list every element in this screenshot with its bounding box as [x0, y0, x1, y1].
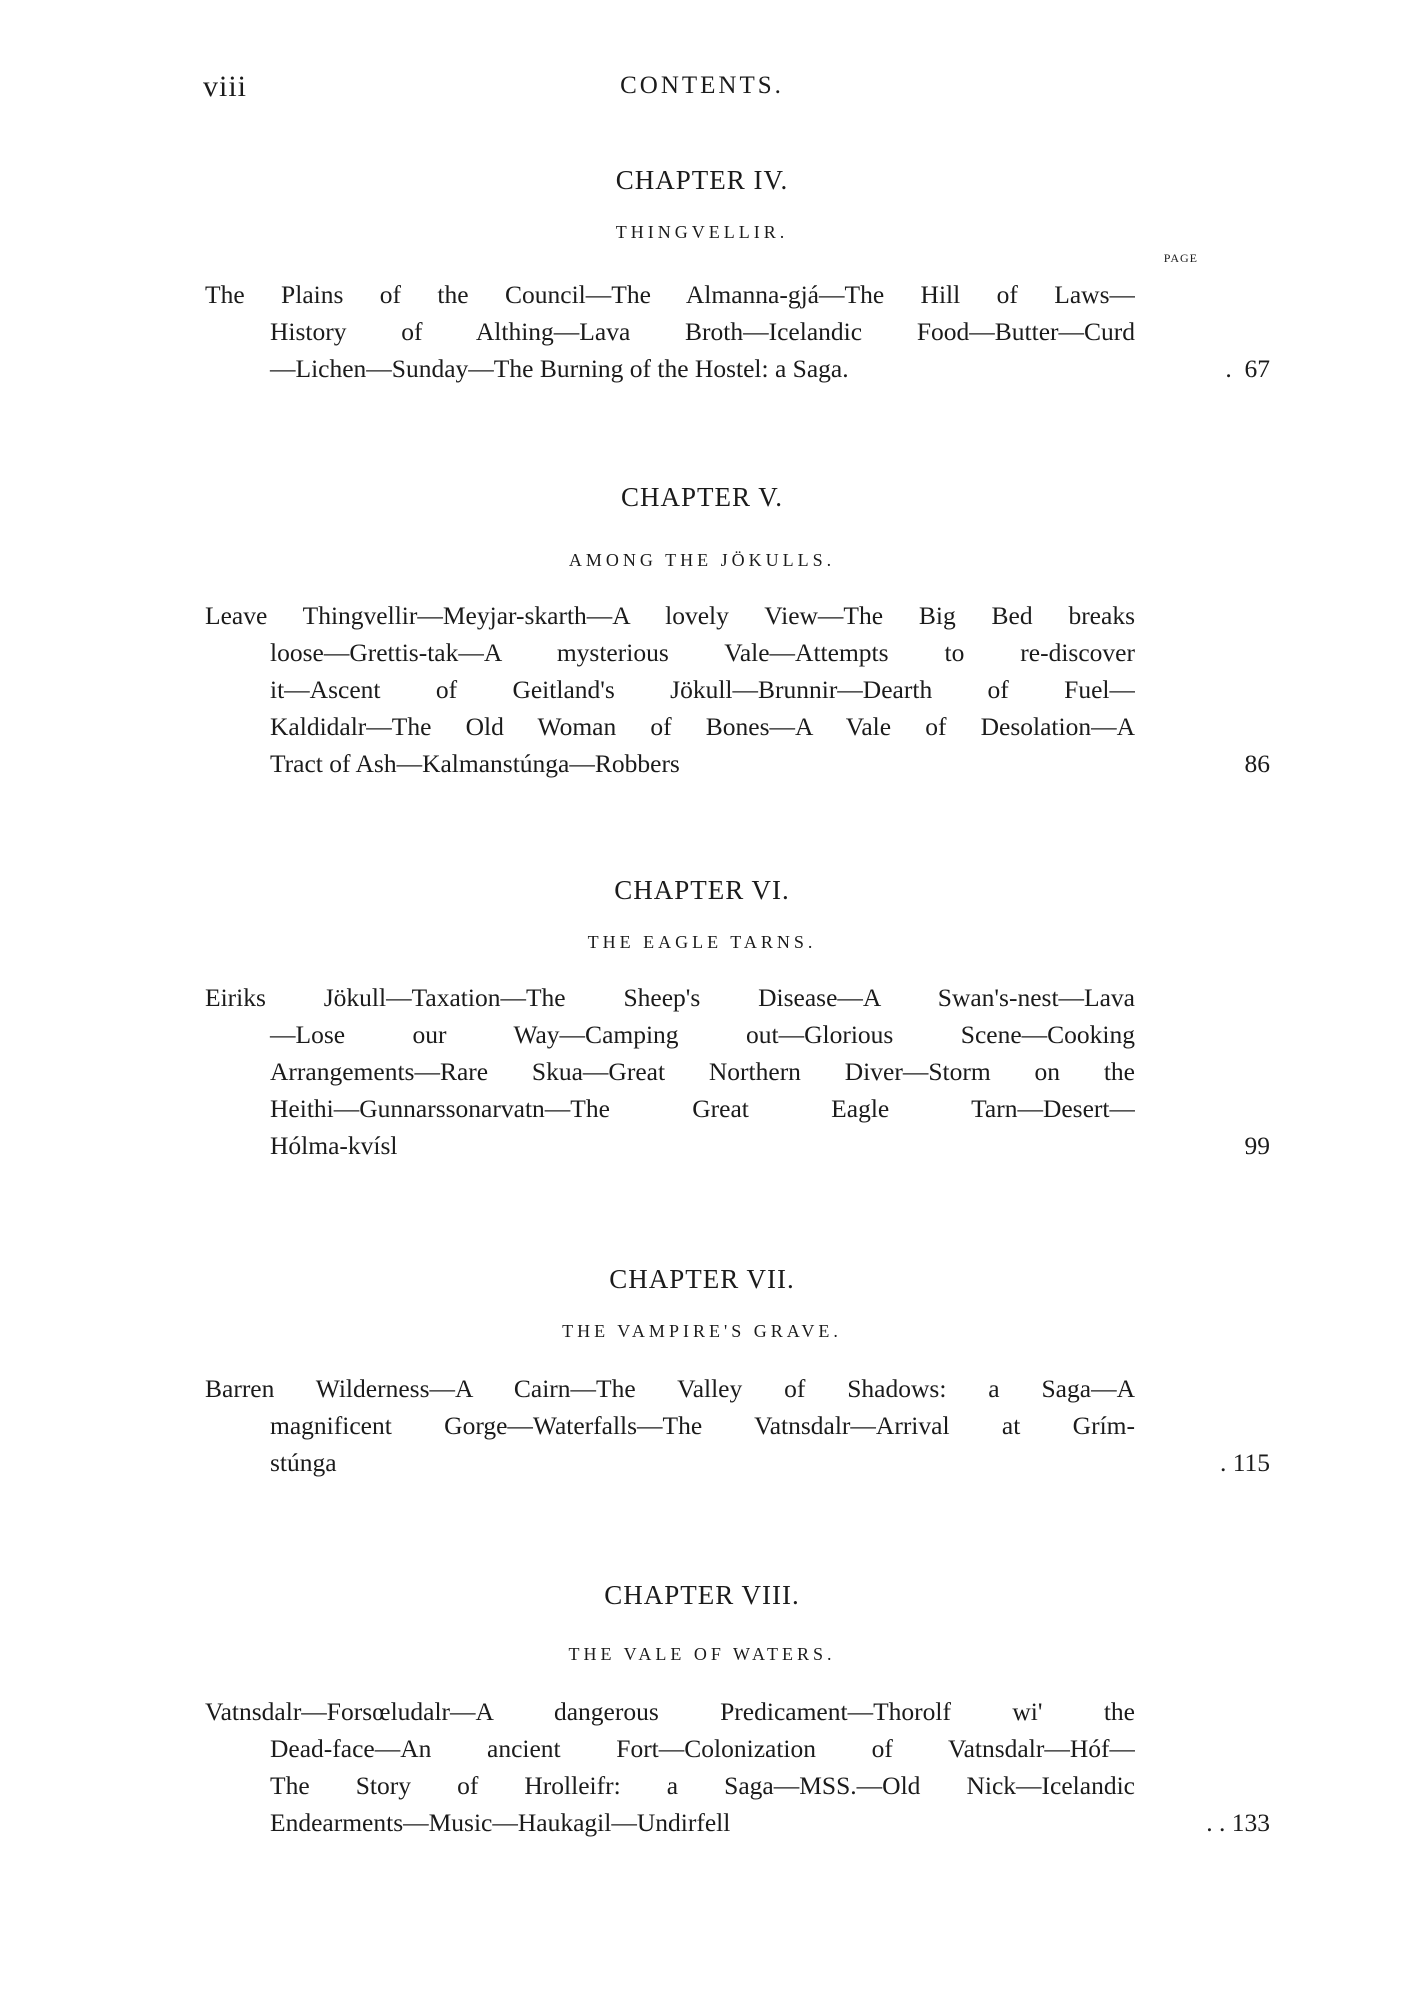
synopsis-line: The Story of Hrolleifr: a Saga—MSS.—Old Nick—Icelandic	[270, 1771, 1135, 1800]
page-ref	[1200, 1444, 1270, 1481]
chapter-title: THE VALE OF WATERS.	[568, 1644, 836, 1664]
synopsis-text: —Lichen—Sunday—The Burning of the Hostel: a Saga.	[270, 354, 849, 383]
chapter-synopsis	[205, 1693, 1270, 1841]
chapter-title: THE EAGLE TARNS.	[587, 932, 817, 952]
chapter-synopsis	[205, 979, 1270, 1164]
synopsis-line: Dead-face—An ancient Fort—Colonization of Vatnsdalr—Hóf—	[270, 1734, 1135, 1763]
dot-leader: .	[1219, 1448, 1227, 1477]
synopsis-line: History of Althing—Lava Broth—Icelandic Food—Butter—Curd	[270, 317, 1135, 346]
page-ref	[1225, 745, 1271, 782]
synopsis-line: Vatnsdalr—Forsœludalr—A dangerous Predicament—Thorolf wi' the	[205, 1697, 1135, 1726]
dot-leader: .	[1225, 354, 1232, 383]
synopsis-line-last	[205, 1804, 1270, 1841]
running-head: CONTENTS.	[620, 72, 784, 99]
synopsis-text: Hólma-kvísl	[270, 1131, 398, 1160]
synopsis-line: Eiriks Jökull—Taxation—The Sheep's Disease—A Swan's-nest—Lava	[205, 983, 1135, 1012]
synopsis-line: The Plains of the Council—The Almanna-gjá—The Hill of Laws—	[205, 280, 1135, 309]
page-ref	[1205, 350, 1270, 387]
chapter-title: THE VAMPIRE'S GRAVE.	[562, 1321, 842, 1341]
page-ref-number: 99	[1244, 1131, 1270, 1160]
synopsis-line: Kaldidalr—The Old Woman of Bones—A Vale of Desolation—A	[270, 712, 1135, 741]
synopsis-line: loose—Grettis-tak—A mysterious Vale—Attempts to re-discover	[270, 638, 1135, 667]
page-ref-number: 67	[1244, 354, 1270, 383]
chapter-heading: CHAPTER VIII.	[604, 1580, 800, 1610]
chapter-heading: CHAPTER VI.	[614, 875, 790, 905]
chapter-heading: CHAPTER V.	[620, 482, 784, 512]
page-ref-number: 133	[1231, 1808, 1270, 1837]
page-ref	[1186, 1804, 1270, 1841]
synopsis-line-last	[205, 745, 1270, 782]
chapter-title: THINGVELLIR.	[615, 222, 789, 242]
page-ref-number: 86	[1244, 749, 1270, 778]
page-ref-number: 115	[1232, 1448, 1270, 1477]
synopsis-text: Endearments—Music—Haukagil—Undirfell	[270, 1808, 731, 1837]
dot-leader: . .	[1206, 1808, 1226, 1837]
chapter-synopsis	[205, 597, 1270, 782]
synopsis-line: —Lose our Way—Camping out—Glorious Scene—Cooking	[270, 1020, 1135, 1049]
chapter-synopsis	[205, 276, 1270, 387]
chapter-synopsis	[205, 1370, 1270, 1481]
chapter-heading: CHAPTER VII.	[609, 1264, 795, 1294]
page-ref	[1225, 1127, 1271, 1164]
synopsis-text: stúnga	[270, 1448, 337, 1477]
chapter-title: AMONG THE JÖKULLS.	[568, 550, 836, 570]
synopsis-line: Heithi—Gunnarssonarvatn—The Great Eagle Tarn—Desert—	[270, 1094, 1135, 1123]
page-number: viii	[203, 70, 248, 103]
page-column-label: PAGE	[1163, 251, 1198, 265]
synopsis-line: magnificent Gorge—Waterfalls—The Vatnsdalr—Arrival at Grím-	[270, 1411, 1135, 1440]
chapter-heading: CHAPTER IV.	[615, 165, 789, 195]
synopsis-line-last	[205, 1127, 1270, 1164]
synopsis-line: Barren Wilderness—A Cairn—The Valley of Shadows: a Saga—A	[205, 1374, 1135, 1403]
synopsis-line: it—Ascent of Geitland's Jökull—Brunnir—Dearth of Fuel—	[270, 675, 1135, 704]
synopsis-line: Leave Thingvellir—Meyjar-skarth—A lovely View—The Big Bed breaks	[205, 601, 1135, 630]
synopsis-line: Arrangements—Rare Skua—Great Northern Diver—Storm on the	[270, 1057, 1135, 1086]
synopsis-line-last	[205, 350, 1270, 387]
synopsis-line-last	[205, 1444, 1270, 1481]
synopsis-text: Tract of Ash—Kalmanstúnga—Robbers	[270, 749, 680, 778]
